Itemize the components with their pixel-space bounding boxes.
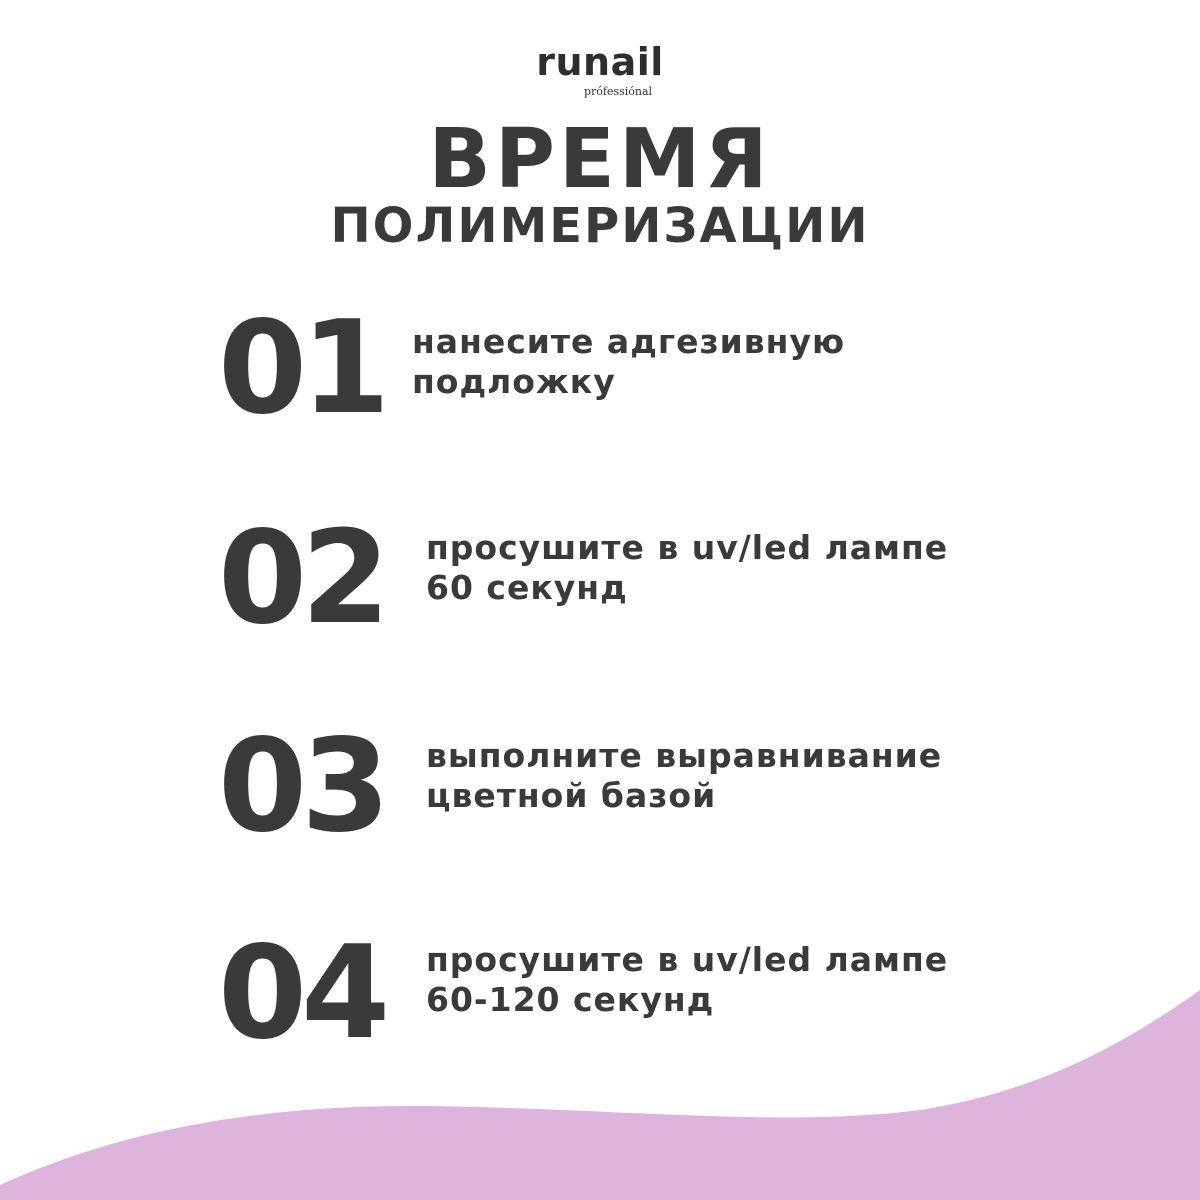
step-2-line-1: просушите в uv/led лампе [426,528,949,567]
brand-logo: runail [536,40,664,84]
step-text-1 [412,322,845,402]
step-text-3 [426,736,942,816]
step-number-4: 04 [218,919,385,1068]
page-title: ВРЕМЯ [428,112,772,207]
step-number-2: 02 [218,504,385,653]
step-4-line-1: просушите в uv/led лампе [426,940,949,979]
page-subtitle: ПОЛИМЕРИЗАЦИИ [330,198,870,254]
brand-tagline: prófessiónal [583,85,653,98]
step-3-line-1: выполните выравнивание [426,736,943,775]
step-4-line-2: 60-120 секунд [426,980,715,1019]
step-text-2 [426,528,948,608]
step-3-line-2: цветной базой [426,776,717,815]
step-text-4 [426,940,948,1020]
step-number-3: 03 [218,712,385,861]
step-number-1: 01 [218,294,385,443]
step-1-line-1: нанесите адгезивную [412,322,846,361]
step-1-line-2: подложку [412,362,616,401]
step-2-line-2: 60 секунд [426,568,628,607]
